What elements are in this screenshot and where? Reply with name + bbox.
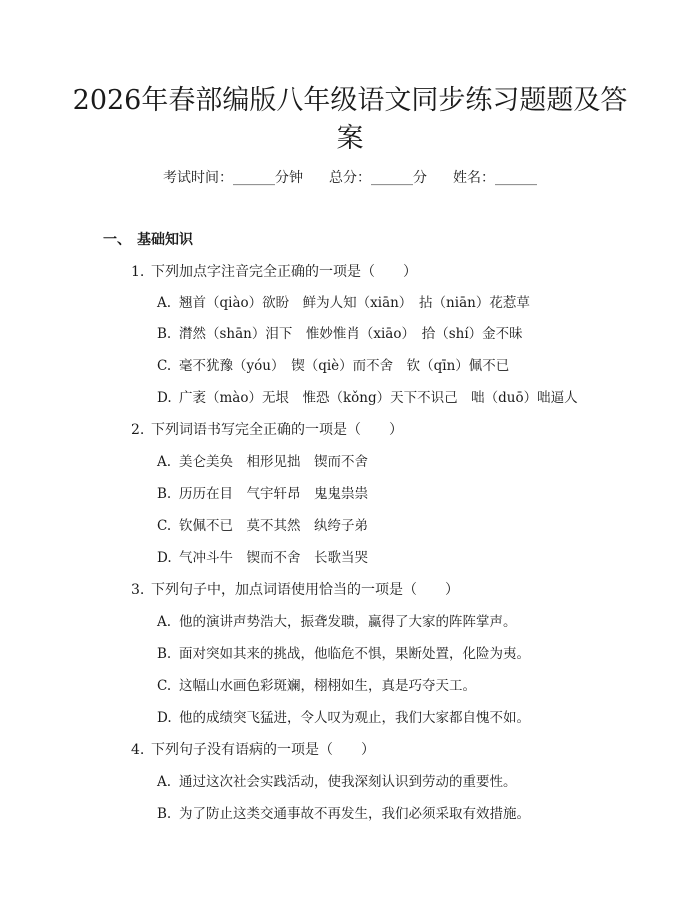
exam-score: 总分：______分 bbox=[329, 170, 427, 186]
option-text: 潸然（shān）泪下 惟妙惟肖（xiāo） 拾（shí）金不昧 bbox=[179, 326, 523, 342]
option-letter: B. bbox=[157, 806, 172, 822]
option-text: 这幅山水画色彩斑斓，栩栩如生，真是巧夺天工。 bbox=[179, 678, 476, 694]
q3-option-a bbox=[157, 612, 517, 632]
question-text: 下列加点字注音完全正确的一项是（ ） bbox=[151, 264, 417, 280]
q4-option-a bbox=[157, 772, 517, 792]
q2-option-d bbox=[157, 548, 368, 568]
section-heading bbox=[103, 230, 193, 250]
option-letter: A. bbox=[157, 295, 172, 311]
q2-option-c bbox=[157, 516, 368, 536]
option-text: 气冲斗牛 锲而不舍 长歌当哭 bbox=[179, 550, 368, 566]
option-text: 通过这次社会实践活动，使我深刻认识到劳动的重要性。 bbox=[179, 774, 517, 790]
q1-option-a bbox=[157, 293, 530, 313]
q2-option-b bbox=[157, 484, 368, 504]
option-letter: A. bbox=[157, 454, 172, 470]
option-text: 毫不犹豫（yóu） 锲（qiè）而不舍 钦（qīn）佩不已 bbox=[179, 358, 510, 374]
section-number: 一、 bbox=[103, 232, 131, 248]
question-text: 下列句子中，加点词语使用恰当的一项是（ ） bbox=[151, 582, 459, 598]
option-text: 钦佩不已 莫不其然 纨绔子弟 bbox=[179, 518, 368, 534]
section-label: 基础知识 bbox=[137, 232, 193, 248]
question-number: 2. bbox=[131, 422, 145, 438]
option-text: 翘首（qiào）欲盼 鲜为人知（xiān） 拈（niān）花惹草 bbox=[179, 295, 530, 311]
option-text: 面对突如其来的挑战，他临危不惧，果断处置，化险为夷。 bbox=[179, 646, 530, 662]
option-text: 为了防止这类交通事故不再发生，我们必须采取有效措施。 bbox=[179, 806, 530, 822]
question-number: 1. bbox=[131, 264, 145, 280]
option-letter: A. bbox=[157, 774, 172, 790]
option-letter: D. bbox=[157, 390, 172, 406]
exam-meta bbox=[0, 168, 700, 188]
question-2 bbox=[131, 420, 403, 440]
q3-option-c bbox=[157, 676, 476, 696]
q1-option-b bbox=[157, 324, 523, 344]
option-letter: B. bbox=[157, 486, 172, 502]
question-text: 下列词语书写完全正确的一项是（ ） bbox=[151, 422, 403, 438]
option-text: 历历在目 气宇轩昂 鬼鬼祟祟 bbox=[179, 486, 368, 502]
q1-option-c bbox=[157, 356, 509, 376]
exam-name: 姓名：______ bbox=[453, 170, 537, 186]
option-text: 美仑美奂 相形见拙 锲而不舍 bbox=[179, 454, 368, 470]
option-letter: C. bbox=[157, 678, 172, 694]
document-title: 2026年春部编版八年级语文同步练习题题及答案 bbox=[72, 85, 628, 154]
option-letter: B. bbox=[157, 646, 172, 662]
q2-option-a bbox=[157, 452, 368, 472]
question-3 bbox=[131, 580, 459, 600]
question-1 bbox=[131, 262, 417, 282]
option-letter: B. bbox=[157, 326, 172, 342]
question-number: 4. bbox=[131, 742, 145, 758]
option-letter: D. bbox=[157, 710, 172, 726]
option-text: 他的演讲声势浩大，振聋发聩，赢得了大家的阵阵掌声。 bbox=[179, 614, 517, 630]
q1-option-d bbox=[157, 388, 578, 408]
option-text: 他的成绩突飞猛进，令人叹为观止，我们大家都自愧不如。 bbox=[179, 710, 530, 726]
exam-time: 考试时间：______分钟 bbox=[163, 170, 303, 186]
question-4 bbox=[131, 740, 375, 760]
q3-option-b bbox=[157, 644, 530, 664]
option-text: 广袤（mào）无垠 惟恐（kǒng）天下不识己 咄（duō）咄逼人 bbox=[179, 390, 578, 406]
option-letter: D. bbox=[157, 550, 172, 566]
q4-option-b bbox=[157, 804, 530, 824]
option-letter: C. bbox=[157, 518, 172, 534]
option-letter: C. bbox=[157, 358, 172, 374]
question-text: 下列句子没有语病的一项是（ ） bbox=[151, 742, 375, 758]
option-letter: A. bbox=[157, 614, 172, 630]
question-number: 3. bbox=[131, 582, 145, 598]
q3-option-d bbox=[157, 708, 530, 728]
